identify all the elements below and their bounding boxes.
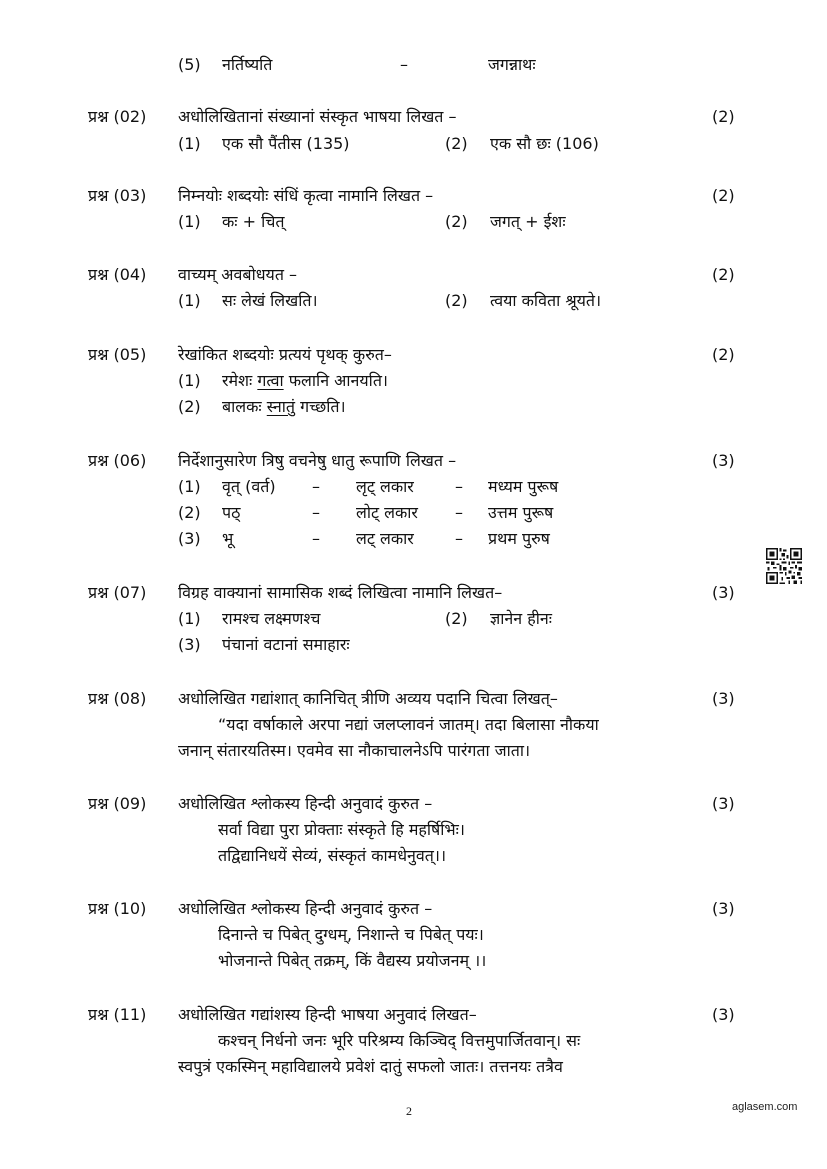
question-03-marks: (2): [712, 186, 735, 205]
question-08-marks: (3): [712, 689, 735, 708]
q06-row-lakar: लट् लकार: [356, 529, 414, 548]
question-10-marks: (3): [712, 899, 735, 918]
question-09-text: अधोलिखित श्लोकस्य हिन्दी अनुवादं कुरुत –: [178, 794, 433, 813]
q06-row-dash: –: [455, 529, 463, 548]
q09-shloka-line-1: सर्वा विद्या पुरा प्रोक्ताः संस्कृते हि महर्षिभिः।: [218, 820, 465, 839]
question-02-label: प्रश्न (02): [88, 107, 147, 126]
q06-row-num: (2): [178, 503, 201, 522]
q06-row-dash: –: [312, 503, 320, 522]
question-02-marks: (2): [712, 107, 735, 126]
q10-shloka-line-2: भोजनान्ते पिबेत् तक्रम्, किं वैद्यस्य प्रयोजनम् ।।: [218, 951, 487, 970]
q07-option-2-num: (2): [445, 609, 468, 628]
q06-row-purush: प्रथम पुरुष: [488, 529, 550, 548]
q04-option-1: सः लेखं लिखति।: [222, 291, 318, 310]
question-03-text: निम्नयोः शब्दयोः संधिं कृत्वा नामानि लिखत –: [178, 186, 434, 205]
q03-option-1: कः + चित्: [222, 212, 285, 231]
question-07-label: प्रश्न (07): [88, 583, 147, 602]
q06-row-dhatu: वृत् (वर्त): [222, 477, 276, 496]
q05-option-1-num: (1): [178, 371, 201, 390]
q06-row-lakar: लृट् लकार: [356, 477, 414, 496]
question-10-text: अधोलिखित श्लोकस्य हिन्दी अनुवादं कुरुत –: [178, 899, 433, 918]
question-07-text: विग्रह वाक्यानां सामासिक शब्दं लिखित्वा नामानि लिखत–: [178, 583, 503, 602]
q05-option-1-underlined-word: गत्वा: [257, 371, 284, 390]
q06-row-purush: मध्यम पुरूष: [488, 477, 559, 496]
q06-row-dhatu: पठ्: [222, 503, 241, 522]
q04-option-2: त्वया कविता श्रूयते।: [490, 291, 602, 310]
question-02-text: अधोलिखितानां संख्यानां संस्कृत भाषया लिखत –: [178, 107, 457, 126]
question-11-label: प्रश्न (11): [88, 1005, 147, 1024]
q05-option-2-num: (2): [178, 397, 201, 416]
question-04-marks: (2): [712, 265, 735, 284]
q07-option-1-num: (1): [178, 609, 201, 628]
source-watermark: aglasem.com: [732, 1101, 798, 1113]
q05-option-2-underlined-word: स्नातुं: [266, 397, 296, 416]
q05-option-2-end: गच्छति।: [300, 397, 346, 416]
q02-option-1-num: (1): [178, 134, 201, 153]
q10-shloka-line-1: दिनान्ते च पिबेत् दुग्धम्, निशान्ते च पिबेत् पयः।: [218, 925, 484, 944]
page-number: 2: [406, 1104, 412, 1118]
q06-row-purush: उत्तम पुरूष: [488, 503, 554, 522]
q08-passage-line-2: जनान् संतारयतिस्म। एवमेव सा नौकाचालनेऽपि पारंगता जाता।: [178, 741, 531, 760]
q07-option-3: पंचानां वटानां समाहारः: [222, 635, 350, 654]
q07-option-3-num: (3): [178, 635, 201, 654]
q05-option-1: [222, 371, 388, 391]
question-04-text: वाच्यम् अवबोधयत –: [178, 265, 298, 284]
question-06-text: निर्देशानुसारेण त्रिषु वचनेषु धातु रूपाणि लिखत –: [178, 451, 457, 470]
q03-option-2-num: (2): [445, 212, 468, 231]
q06-row-dhatu: भू: [222, 529, 234, 548]
q03-option-2: जगत् + ईशः: [490, 212, 566, 231]
q03-option-1-num: (1): [178, 212, 201, 231]
q06-row-dash: –: [455, 503, 463, 522]
item-5-name: जगन्नाथः: [488, 55, 536, 74]
question-08-label: प्रश्न (08): [88, 689, 147, 708]
item-5-dash: –: [400, 55, 408, 74]
q06-row-num: (1): [178, 477, 201, 496]
q06-row-num: (3): [178, 529, 201, 548]
q05-option-2-start: बालकः: [222, 397, 262, 416]
item-5-number: (5): [178, 55, 201, 74]
q11-passage-line-1: कश्चन् निर्धनो जनः भूरि परिश्रम्य किञ्चिद् वित्तमुपार्जितवान्। सः: [218, 1031, 581, 1050]
q08-passage-line-1: “यदा वर्षाकाले अरपा नद्यां जलप्लावनं जातम्। तदा बिलासा नौकया: [218, 715, 599, 734]
q09-shloka-line-2: तद्विद्यानिधयें सेव्यं, संस्कृतं कामधेनुवत्।।: [218, 846, 447, 865]
item-5-word: नर्तिष्यति: [222, 55, 273, 74]
question-05-marks: (2): [712, 345, 735, 364]
q04-option-1-num: (1): [178, 291, 201, 310]
question-09-marks: (3): [712, 794, 735, 813]
question-06-label: प्रश्न (06): [88, 451, 147, 470]
question-07-marks: (3): [712, 583, 735, 602]
question-05-text: रेखांकित शब्दयोः प्रत्ययं पृथक् कुरुत–: [178, 345, 392, 364]
q02-option-2-num: (2): [445, 134, 468, 153]
q02-option-1: एक सौ पैंतीस (135): [222, 134, 350, 153]
question-11-text: अधोलिखित गद्यांशस्य हिन्दी भाषया अनुवादं लिखत–: [178, 1005, 477, 1024]
q07-option-2: ज्ञानेन हीनः: [490, 609, 552, 628]
q05-option-1-end: फलानि आनयति।: [288, 371, 388, 390]
question-08-text: अधोलिखित गद्यांशात् कानिचित् त्रीणि अव्यय पदानि चित्वा लिखत्–: [178, 689, 558, 708]
question-11-marks: (3): [712, 1005, 735, 1024]
q06-row-lakar: लोट् लकार: [356, 503, 418, 522]
question-06-marks: (3): [712, 451, 735, 470]
qr-code-icon: [766, 548, 802, 584]
question-09-label: प्रश्न (09): [88, 794, 147, 813]
q02-option-2: एक सौ छः (106): [490, 134, 599, 153]
question-05-label: प्रश्न (05): [88, 345, 147, 364]
q07-option-1: रामश्च लक्ष्मणश्च: [222, 609, 321, 628]
question-03-label: प्रश्न (03): [88, 186, 147, 205]
q05-option-1-start: रमेशः: [222, 371, 253, 390]
q05-option-2: [222, 397, 346, 417]
q06-row-dash: –: [312, 529, 320, 548]
question-04-label: प्रश्न (04): [88, 265, 147, 284]
q06-row-dash: –: [312, 477, 320, 496]
question-10-label: प्रश्न (10): [88, 899, 147, 918]
q11-passage-line-2: स्वपुत्रं एकस्मिन् महाविद्यालये प्रवेशं दातुं सफलो जातः। तत्तनयः तत्रैव: [178, 1057, 563, 1076]
q06-row-dash: –: [455, 477, 463, 496]
q04-option-2-num: (2): [445, 291, 468, 310]
